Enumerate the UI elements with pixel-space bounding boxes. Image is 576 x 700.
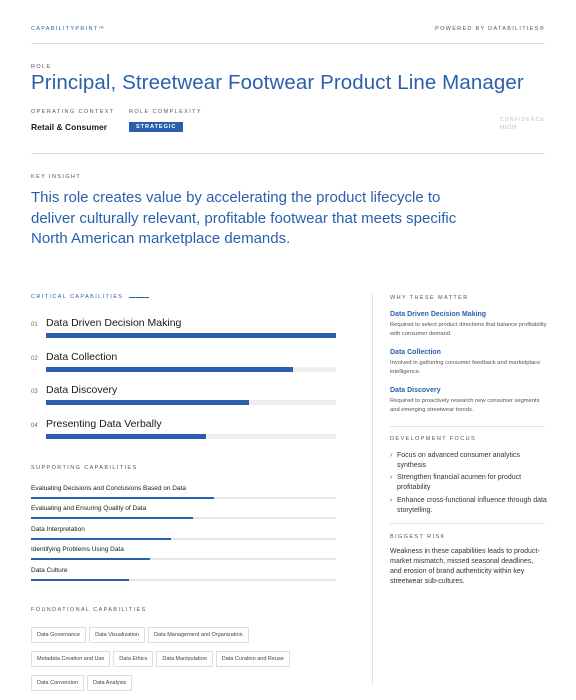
capability-name: Evaluating Decisions and Conclusions Based on Data (31, 485, 187, 492)
focus-item (390, 496, 550, 515)
capability-bar-fill (31, 517, 193, 519)
foundational-chips (31, 623, 341, 695)
role-title: Principal, Streetwear Footwear Product Line Manager (31, 71, 524, 94)
capability-name: Identifying Problems Using Data (31, 546, 124, 553)
capability-chip: Metadata Creation and Use (31, 651, 110, 667)
capability-name: Data Discovery (46, 384, 118, 396)
capability-name: Presenting Data Verbally (46, 418, 162, 430)
capability-bar-fill (46, 400, 249, 405)
complexity-badge: STRATEGIC (129, 122, 183, 132)
confidence-label: CONFIDENCE (499, 117, 545, 123)
divider (31, 43, 545, 44)
why-item (390, 387, 550, 414)
powered-by: POWERED BY DATABILITIES® (435, 26, 545, 32)
key-insight-text: This role creates value by accelerating the product lifecycle to deliver culturally relevant, profitable footwear that meets specific North American marketplace demands. (31, 189, 457, 247)
focus-item (390, 451, 550, 470)
operating-context-value: Retail & Consumer (31, 122, 108, 132)
capability-name: Data Collection (46, 351, 118, 363)
capability-bar (46, 367, 336, 372)
operating-context-label: OPERATING CONTEXT (31, 109, 115, 115)
capability-bar (46, 400, 336, 405)
section-divider (390, 426, 545, 427)
supporting-capability (31, 505, 336, 512)
critical-capabilities-title: CRITICAL CAPABILITIES (31, 294, 124, 300)
supporting-capability (31, 485, 336, 492)
capability-name: Data Interpretation (31, 526, 85, 533)
capability-chip: Data Analysis (87, 675, 132, 691)
capability-bar (31, 497, 336, 499)
focus-item-text: Focus on advanced consumer analytics synthesis (397, 452, 520, 469)
capability-name: Data Driven Decision Making (46, 317, 182, 329)
capability-bar (31, 579, 336, 581)
chevron-right-icon: › (390, 474, 393, 481)
supporting-capability (31, 546, 336, 553)
role-complexity-label: ROLE COMPLEXITY (129, 109, 202, 115)
supporting-capability (31, 526, 336, 533)
confidence (500, 117, 545, 131)
operating-context (31, 109, 115, 132)
critical-capabilities-label (31, 294, 149, 300)
focus-item-text: Enhance cross-functional influence through data storytelling. (397, 497, 547, 514)
capability-chip: Data Visualization (89, 627, 145, 643)
capability-number: 04 (31, 423, 38, 429)
supporting-capability (31, 567, 336, 574)
foundational-capabilities-label: FOUNDATIONAL CAPABILITIES (31, 607, 147, 613)
biggest-risk-label: BIGGEST RISK (390, 534, 446, 540)
why-these-matter-label: WHY THESE MATTER (390, 295, 469, 301)
capability-bar (46, 434, 336, 439)
capability-bar-fill (46, 333, 336, 338)
focus-item-text: Strengthen financial acumen for product profitability (397, 474, 522, 491)
capability-chip: Data Conversion (31, 675, 84, 691)
brand-name: CAPABILITYPRINT™ (31, 26, 106, 32)
chevron-right-icon: › (390, 452, 393, 459)
capability-number: 03 (31, 389, 38, 395)
capability-chip: Data Curation and Reuse (216, 651, 290, 667)
key-insight-label: KEY INSIGHT (31, 174, 82, 180)
why-item-title: Data Discovery (390, 387, 441, 394)
role-complexity (129, 109, 202, 133)
capability-name: Evaluating and Ensuring Quality of Data (31, 505, 147, 512)
capability-bar-fill (46, 434, 206, 439)
confidence-value: HIGH (499, 125, 517, 131)
development-focus-label: DEVELOPMENT FOCUS (390, 436, 477, 442)
capability-chip: Data Management and Organization (148, 627, 249, 643)
why-item-desc: Required to proactively research new consumer segments and emerging streetwear trends. (390, 398, 540, 413)
capability-bar-fill (31, 538, 171, 540)
why-item-title: Data Driven Decision Making (390, 311, 487, 318)
capability-bar (31, 517, 336, 519)
capability-chip: Data Ethics (113, 651, 153, 667)
capability-number: 02 (31, 356, 38, 362)
capability-bar-fill (31, 497, 214, 499)
supporting-capabilities-label: SUPPORTING CAPABILITIES (31, 465, 138, 471)
why-item-title: Data Collection (390, 349, 441, 356)
section-divider (390, 523, 545, 524)
capability-bar (46, 333, 336, 338)
capability-bar (31, 558, 336, 560)
capability-bar-fill (31, 558, 150, 560)
capability-bar-fill (31, 579, 129, 581)
focus-item (390, 473, 550, 492)
capability-name: Data Culture (31, 567, 68, 574)
capability-bar-fill (46, 367, 293, 372)
biggest-risk-text: Weakness in these capabilities leads to product-market mismatch, missed seasonal deadlines, and erosion of brand authenticity within key streetwear sub-cultures. (390, 548, 540, 585)
divider (31, 153, 545, 154)
capability-chip: Data Manipulation (156, 651, 212, 667)
why-item-desc: Required to select product directions that balance profitability with consumer demand. (390, 322, 547, 337)
role-label: ROLE (31, 64, 52, 70)
label-dash (129, 297, 149, 298)
column-divider (372, 294, 373, 684)
top-bar (31, 26, 545, 36)
chevron-right-icon: › (390, 497, 393, 504)
why-item (390, 311, 550, 338)
capability-number: 01 (31, 322, 38, 328)
capability-bar (31, 538, 336, 540)
why-item-desc: Involved in gathering consumer feedback and marketplace intelligence. (390, 360, 541, 375)
capability-chip: Data Governance (31, 627, 86, 643)
why-item (390, 349, 550, 376)
